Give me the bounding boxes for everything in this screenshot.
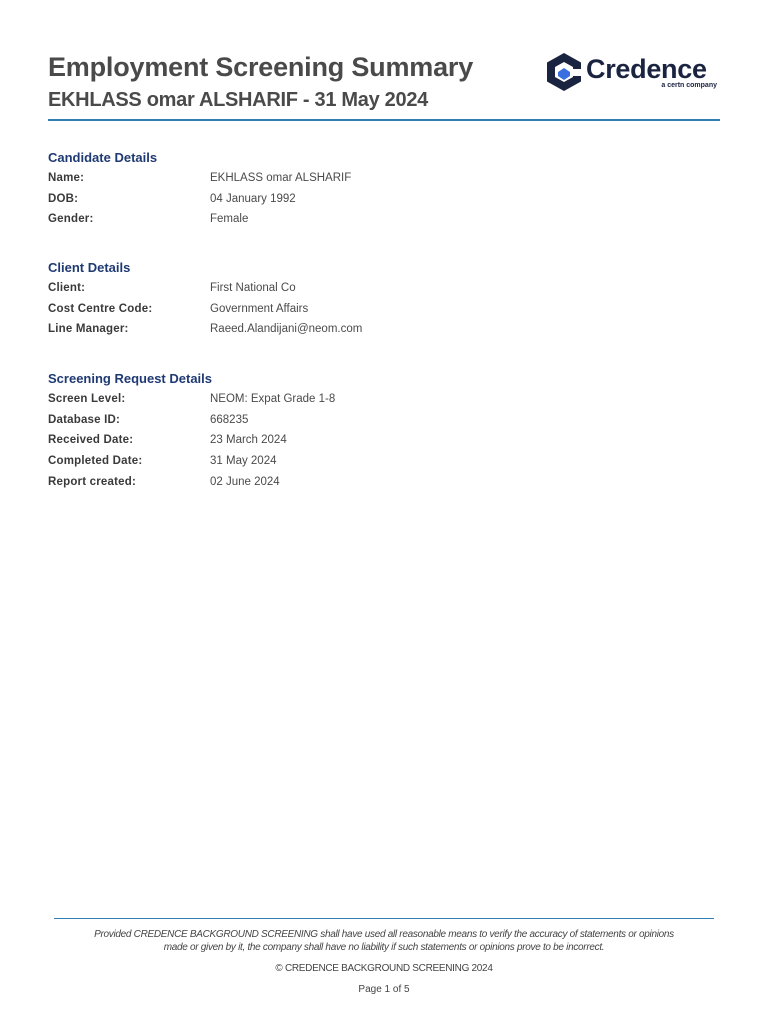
- section-title: Screening Request Details: [48, 371, 212, 386]
- candidate-details-section: [48, 148, 720, 230]
- liability-disclaimer: [54, 928, 714, 954]
- screening-request-section: [48, 369, 720, 492]
- section-title: Candidate Details: [48, 150, 158, 165]
- detail-row: [48, 278, 720, 299]
- credence-logo: [544, 52, 720, 96]
- detail-value: Government Affairs: [210, 302, 309, 315]
- logo-tagline: a certn company: [661, 82, 717, 89]
- disclaimer-line: Provided CREDENCE BACKGROUND SCREENING shall have used all reasonable means to verify the accuracy of statements or opinions: [94, 929, 674, 940]
- detail-value: 31 May 2024: [210, 455, 277, 468]
- detail-label: Database ID:: [48, 413, 121, 426]
- detail-value: 04 January 1992: [210, 192, 296, 205]
- credence-hexagon-logo-icon: [544, 52, 584, 92]
- disclaimer-line: made or given by it, the company shall have no liability if such statements or opinions prove to be incorrect.: [163, 942, 605, 953]
- client-details-section: [48, 258, 720, 340]
- detail-label: Report created:: [48, 475, 136, 488]
- detail-row: [48, 168, 720, 189]
- page-number: Page 1 of 5: [358, 984, 410, 995]
- detail-label: Name:: [48, 172, 85, 184]
- detail-label: Line Manager:: [48, 323, 129, 336]
- detail-row: [48, 299, 720, 320]
- detail-row: [48, 410, 720, 431]
- detail-row: [48, 189, 720, 210]
- detail-value: 668235: [210, 413, 249, 426]
- detail-row: [48, 472, 720, 493]
- detail-value: NEOM: Expat Grade 1-8: [210, 393, 336, 405]
- document-title: Employment Screening Summary: [48, 52, 474, 82]
- logo-wordmark: Credence: [586, 54, 707, 84]
- detail-row: [48, 430, 720, 451]
- detail-row: [48, 319, 720, 340]
- detail-value: 02 June 2024: [210, 475, 280, 488]
- detail-value: Female: [210, 213, 249, 226]
- detail-label: Received Date:: [48, 434, 134, 447]
- detail-value: 23 March 2024: [210, 434, 287, 447]
- detail-label: Client:: [48, 282, 86, 294]
- detail-label: Completed Date:: [48, 455, 143, 468]
- detail-row: [48, 209, 720, 230]
- detail-value: EKHLASS omar ALSHARIF: [210, 172, 352, 184]
- detail-label: Cost Centre Code:: [48, 302, 153, 315]
- detail-label: Gender:: [48, 213, 94, 226]
- detail-value: First National Co: [210, 282, 296, 294]
- header-divider: [48, 119, 720, 121]
- detail-row: [48, 451, 720, 472]
- footer-divider: [54, 918, 714, 919]
- document-subtitle: EKHLASS omar ALSHARIF - 31 May 2024: [48, 89, 428, 111]
- detail-label: DOB:: [48, 192, 79, 205]
- report-header: [48, 52, 720, 122]
- detail-label: Screen Level:: [48, 393, 126, 405]
- copyright-notice: © CREDENCE BACKGROUND SCREENING 2024: [275, 963, 493, 974]
- section-title: Client Details: [48, 260, 131, 275]
- line-manager-email: Raeed.Alandijani@neom.com: [210, 323, 363, 336]
- detail-row: [48, 389, 720, 410]
